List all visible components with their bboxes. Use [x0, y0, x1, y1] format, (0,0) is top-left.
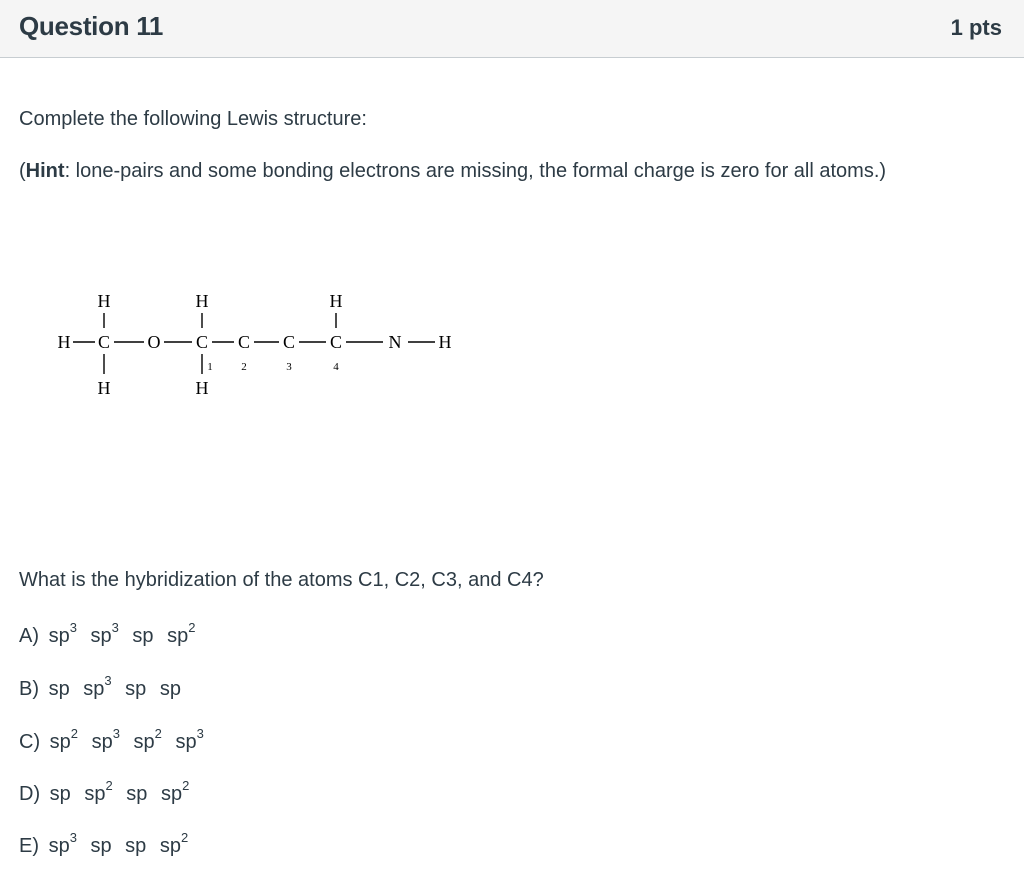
- lewis-structure: [50, 282, 470, 412]
- hybrid-term: sp: [132, 624, 154, 647]
- atom-o: O: [147, 332, 161, 352]
- hybrid-term: $sp^3$: [175, 726, 204, 753]
- answer-option-e[interactable]: [19, 832, 196, 858]
- hybrid-term: $sp^2$: [49, 726, 79, 753]
- hybrid-term: $sp^2$: [167, 620, 196, 647]
- hybrid-term: sp: [125, 677, 147, 700]
- hint-text: : lone-pairs and some bonding electrons are missing, the formal charge is zero for all atoms.): [64, 160, 887, 182]
- atom-c2: C: [237, 332, 251, 352]
- answer-letter: A): [19, 624, 39, 647]
- hybrid-term: sp: [126, 782, 148, 805]
- atom-h-top-3: H: [329, 291, 343, 311]
- hybridization-question: What is the hybridization of the atoms C1, C2, C3, and C4?: [19, 569, 544, 591]
- hint-open: (: [19, 160, 26, 182]
- hybrid-term: $sp^3$: [83, 673, 112, 700]
- hybrid-term: sp: [48, 677, 70, 700]
- answer-letter: D): [19, 782, 41, 805]
- atom-h-bottom-1: H: [97, 378, 111, 398]
- question-hint: [19, 160, 886, 183]
- atom-c3: C: [282, 332, 296, 352]
- label-c1: 1: [207, 361, 213, 373]
- answer-option-a[interactable]: [19, 622, 203, 648]
- hybrid-term: $sp^2$: [133, 726, 162, 753]
- atom-h-left: H: [57, 332, 71, 352]
- answer-option-c[interactable]: [19, 728, 212, 754]
- answer-letter: B): [19, 677, 39, 700]
- label-c4: 4: [333, 361, 339, 373]
- atom-h-bottom-2: H: [195, 378, 209, 398]
- question-header: [0, 0, 1024, 58]
- hybrid-term: $sp^2$: [160, 778, 190, 805]
- hybrid-term: sp: [90, 834, 112, 857]
- hint-label: Hint: [25, 160, 65, 182]
- hybrid-term: $sp^2$: [84, 778, 113, 805]
- question-title: Question 11: [19, 11, 164, 41]
- answer-option-d[interactable]: [19, 780, 197, 806]
- label-c3: 3: [286, 361, 292, 373]
- atom-c1: C: [195, 332, 209, 352]
- atom-c4: C: [329, 332, 343, 352]
- hybrid-term: sp: [125, 834, 147, 857]
- answer-option-b[interactable]: [19, 675, 189, 701]
- label-c2: 2: [241, 361, 247, 373]
- question-points: 1 pts: [950, 15, 1002, 40]
- hybrid-term: $sp^3$: [48, 830, 77, 857]
- atom-h-top-2: H: [195, 291, 209, 311]
- hybrid-term: sp: [159, 677, 181, 700]
- hybrid-term: $sp^3$: [48, 620, 77, 647]
- question-prompt: Complete the following Lewis structure:: [19, 108, 367, 130]
- hybrid-term: sp: [49, 782, 71, 805]
- atom-h-top-1: H: [97, 291, 111, 311]
- hybrid-term: $sp^3$: [90, 620, 119, 647]
- hybrid-term: $sp^2$: [159, 830, 189, 857]
- answer-letter: E): [19, 834, 39, 857]
- answer-letter: C): [19, 730, 41, 753]
- hybrid-term: $sp^3$: [91, 726, 120, 753]
- atom-n: N: [388, 332, 402, 352]
- atom-c-methyl: C: [97, 332, 111, 352]
- atom-h-right: H: [438, 332, 452, 352]
